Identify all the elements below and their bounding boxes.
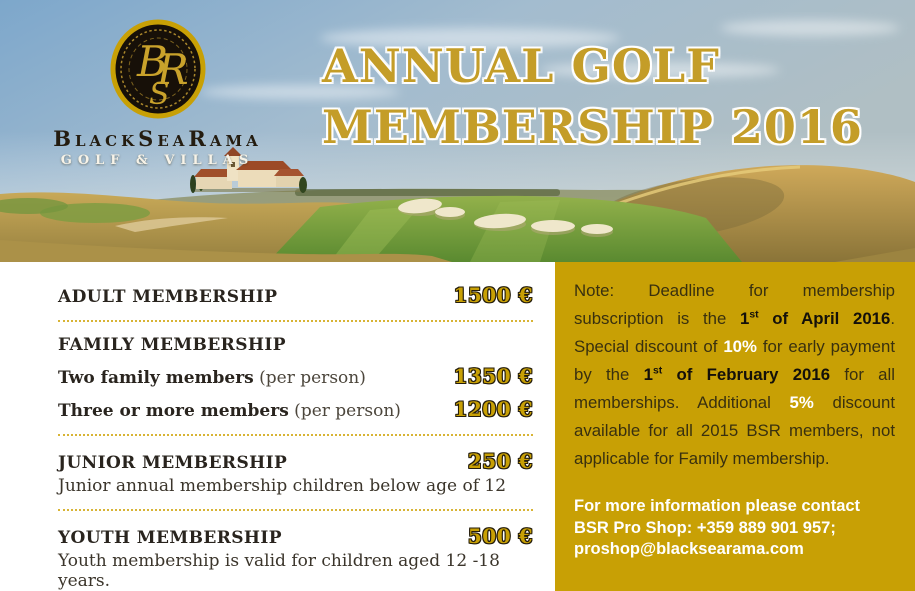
april-deadline: 1st of April 2016	[739, 309, 891, 328]
content-area	[0, 262, 915, 591]
brand-logo	[109, 18, 207, 120]
contact-email: proshop@blacksearama.com	[574, 540, 804, 558]
family-two-price: 1350 €	[453, 364, 533, 388]
youth-price: 500 €	[467, 524, 533, 548]
deadline-note: Note: Deadline for membership subscription is the 1st of April 2016. Special discount of 10% for early payment by the 1st of February 2016 for all memberships. Additional 5% discount available for all 2015 BSR members, not applicable for Family membership.	[574, 281, 895, 468]
treeline	[295, 189, 560, 196]
adult-heading: ADULT MEMBERSHIP	[58, 287, 278, 307]
family-two-label: Two family members	[58, 368, 254, 388]
junior-description: Junior annual membership children below age of 12	[58, 476, 507, 496]
monogram-r: R	[156, 45, 189, 94]
page-title	[322, 36, 902, 158]
family-two-qualifier: (per person)	[253, 368, 366, 388]
brand-tagline: GOLF & VILLAS	[60, 153, 255, 168]
junior-membership-section	[58, 449, 533, 496]
title-line-1: ANNUAL GOLF	[322, 39, 720, 93]
youth-description: Youth membership is valid for children aged 12 -18 years.	[58, 551, 500, 591]
dotted-divider	[58, 320, 533, 322]
february-deadline: 1st of February 2016	[643, 365, 831, 384]
family-three-price: 1200 €	[453, 397, 533, 421]
dotted-divider	[58, 434, 533, 436]
family-three-qualifier: (per person)	[288, 401, 401, 421]
junior-heading: JUNIOR MEMBERSHIP	[58, 453, 288, 473]
price-list	[0, 262, 555, 591]
dotted-divider	[58, 509, 533, 511]
family-three-label: Three or more members	[58, 401, 289, 421]
discount-5: 5%	[789, 393, 814, 412]
note-panel	[555, 262, 915, 591]
family-row-two	[58, 364, 533, 388]
family-heading: FAMILY MEMBERSHIP	[58, 335, 286, 355]
contact-phone: BSR Pro Shop: +359 889 901 957;	[574, 518, 836, 537]
contact-block	[574, 496, 895, 561]
brand-block	[40, 18, 275, 168]
adult-price: 1500 €	[453, 283, 533, 307]
youth-membership-section	[58, 524, 533, 591]
discount-10: 10%	[723, 337, 757, 356]
family-membership-section	[58, 335, 533, 421]
contact-line-1: For more information please contact	[574, 497, 861, 515]
title-line-2: MEMBERSHIP 2016	[322, 100, 863, 154]
youth-heading: YOUTH MEMBERSHIP	[58, 528, 282, 548]
adult-membership-section	[58, 283, 533, 307]
monogram-b: B	[136, 37, 168, 86]
junior-price: 250 €	[467, 449, 533, 473]
hero-photo	[0, 0, 915, 262]
monogram-s: S	[148, 77, 170, 112]
family-row-three	[58, 397, 533, 421]
brand-name: BlackSeaRama	[53, 126, 262, 151]
